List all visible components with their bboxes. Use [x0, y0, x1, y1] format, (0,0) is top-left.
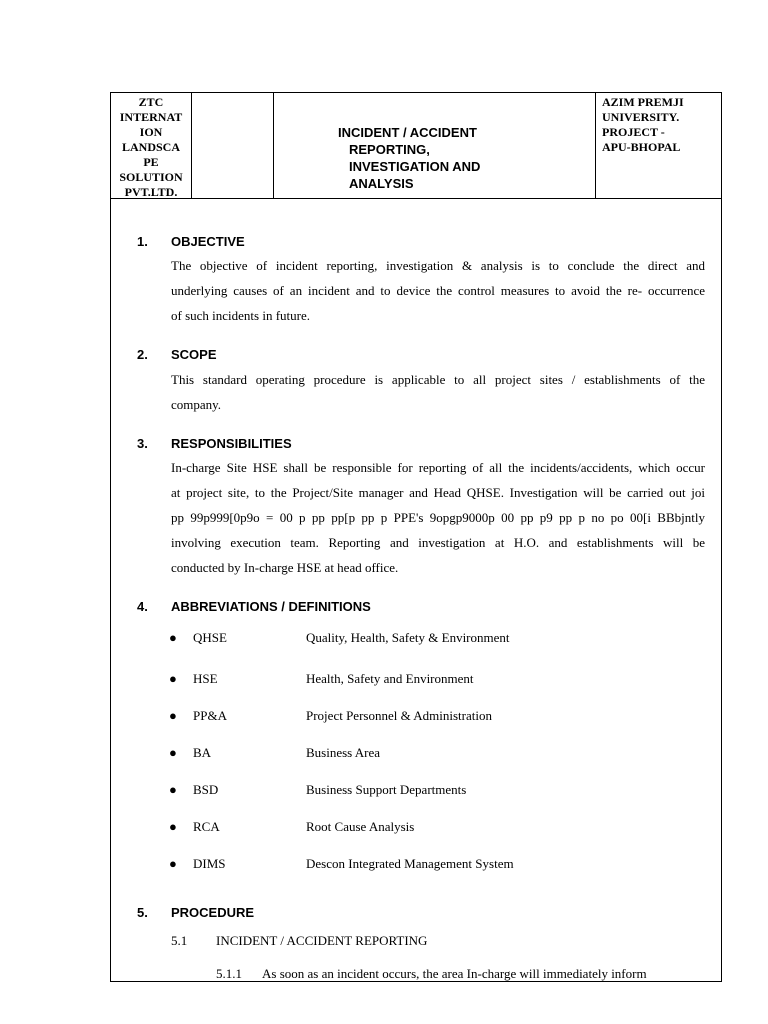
- section-number: 3.: [137, 436, 148, 451]
- abbreviation-definition: Root Cause Analysis: [306, 819, 415, 834]
- project-name-line: PROJECT -: [602, 125, 665, 139]
- document-title-line: REPORTING,: [349, 142, 430, 157]
- document-title-line: INVESTIGATION AND: [349, 159, 481, 174]
- paragraph-line: of such incidents in future.: [171, 308, 310, 323]
- document-title-line: INCIDENT / ACCIDENT: [338, 125, 477, 140]
- abbreviation-definition: Quality, Health, Safety & Environment: [306, 630, 510, 645]
- abbreviation-definition: Project Personnel & Administration: [306, 708, 492, 723]
- subsubsection-number: 5.1.1: [216, 966, 242, 981]
- subsubsection-text: As soon as an incident occurs, the area In-charge will immediately inform: [262, 966, 647, 981]
- paragraph-line: In-charge Site HSE shall be responsible for reporting of all the incidents/accidents, which occur: [171, 460, 705, 475]
- paragraph-line: involving execution team. Reporting and investigation at H.O. and establishments will be: [171, 535, 705, 550]
- abbreviation-definition: Business Support Departments: [306, 782, 467, 797]
- section-number: 4.: [137, 599, 148, 614]
- bullet-icon: ●: [169, 856, 177, 871]
- bullet-icon: ●: [169, 671, 177, 686]
- document-page: [110, 92, 722, 982]
- project-name-line: APU-BHOPAL: [602, 140, 681, 154]
- section-title-responsibilities: RESPONSIBILITIES: [171, 436, 292, 451]
- abbreviation-code: DIMS: [193, 856, 226, 871]
- paragraph-line: The objective of incident reporting, investigation & analysis is to conclude the direct and: [171, 258, 705, 273]
- company-name-cell: [111, 93, 192, 198]
- company-name-line: LANDSCA: [121, 140, 180, 154]
- bullet-icon: ●: [169, 782, 177, 797]
- abbreviation-code: BA: [193, 745, 212, 760]
- bullet-icon: ●: [169, 819, 177, 834]
- objective-paragraph: [171, 253, 705, 328]
- abbreviation-code: QHSE: [193, 630, 227, 645]
- company-name-line: PE: [143, 155, 159, 169]
- company-name-line: INTERNAT: [119, 110, 183, 124]
- paragraph-line: conducted by In-charge HSE at head office.: [171, 560, 399, 575]
- project-name-line: UNIVERSITY.: [602, 110, 680, 124]
- scope-paragraph: [171, 367, 705, 417]
- section-number: 2.: [137, 347, 148, 362]
- bullet-icon: ●: [169, 745, 177, 760]
- abbreviation-definition: Business Area: [306, 745, 381, 760]
- abbreviation-code: RCA: [193, 819, 220, 834]
- abbreviation-definition: Descon Integrated Management System: [306, 856, 514, 871]
- subsection-number: 5.1: [171, 933, 188, 948]
- responsibilities-paragraph: [171, 455, 705, 580]
- paragraph-line: pp 99p999[0p9o = 00 p pp pp[p pp p PPE's 9opgp9000p 00 pp p9 pp p no po 00[i BBbjntly: [171, 510, 705, 525]
- document-title-cell: [274, 93, 596, 198]
- abbreviation-code: HSE: [193, 671, 218, 686]
- bullet-icon: ●: [169, 630, 177, 645]
- paragraph-line: at project site, to the Project/Site manager and Head QHSE. Investigation will be carried out joi: [171, 485, 705, 500]
- bullet-icon: ●: [169, 708, 177, 723]
- section-number: 5.: [137, 905, 148, 920]
- section-title-abbreviations: ABBREVIATIONS / DEFINITIONS: [171, 599, 371, 614]
- paragraph-line: underlying causes of an incident and to device the control measures to avoid the re- occurrence: [171, 283, 705, 298]
- company-name-line: PVT.LTD.: [124, 185, 178, 199]
- abbreviation-code: PP&A: [193, 708, 227, 723]
- section-number: 1.: [137, 234, 148, 249]
- abbreviation-code: BSD: [193, 782, 219, 797]
- company-name-line: SOLUTION: [119, 170, 183, 184]
- logo-cell: [192, 93, 274, 198]
- company-name-line: ZTC: [138, 95, 164, 109]
- paragraph-line: company.: [171, 397, 222, 412]
- abbreviation-definition: Health, Safety and Environment: [306, 671, 474, 686]
- section-title-scope: SCOPE: [171, 347, 217, 362]
- project-name-line: AZIM PREMJI: [602, 95, 684, 109]
- section-title-objective: OBJECTIVE: [171, 234, 245, 249]
- subsection-title: INCIDENT / ACCIDENT REPORTING: [216, 933, 428, 948]
- document-header: [111, 93, 721, 199]
- document-title-line: ANALYSIS: [349, 176, 414, 191]
- section-title-procedure: PROCEDURE: [171, 905, 255, 920]
- company-name-line: ION: [139, 125, 163, 139]
- project-name-cell: [596, 93, 722, 198]
- paragraph-line: This standard operating procedure is applicable to all project sites / establishments of the: [171, 372, 705, 387]
